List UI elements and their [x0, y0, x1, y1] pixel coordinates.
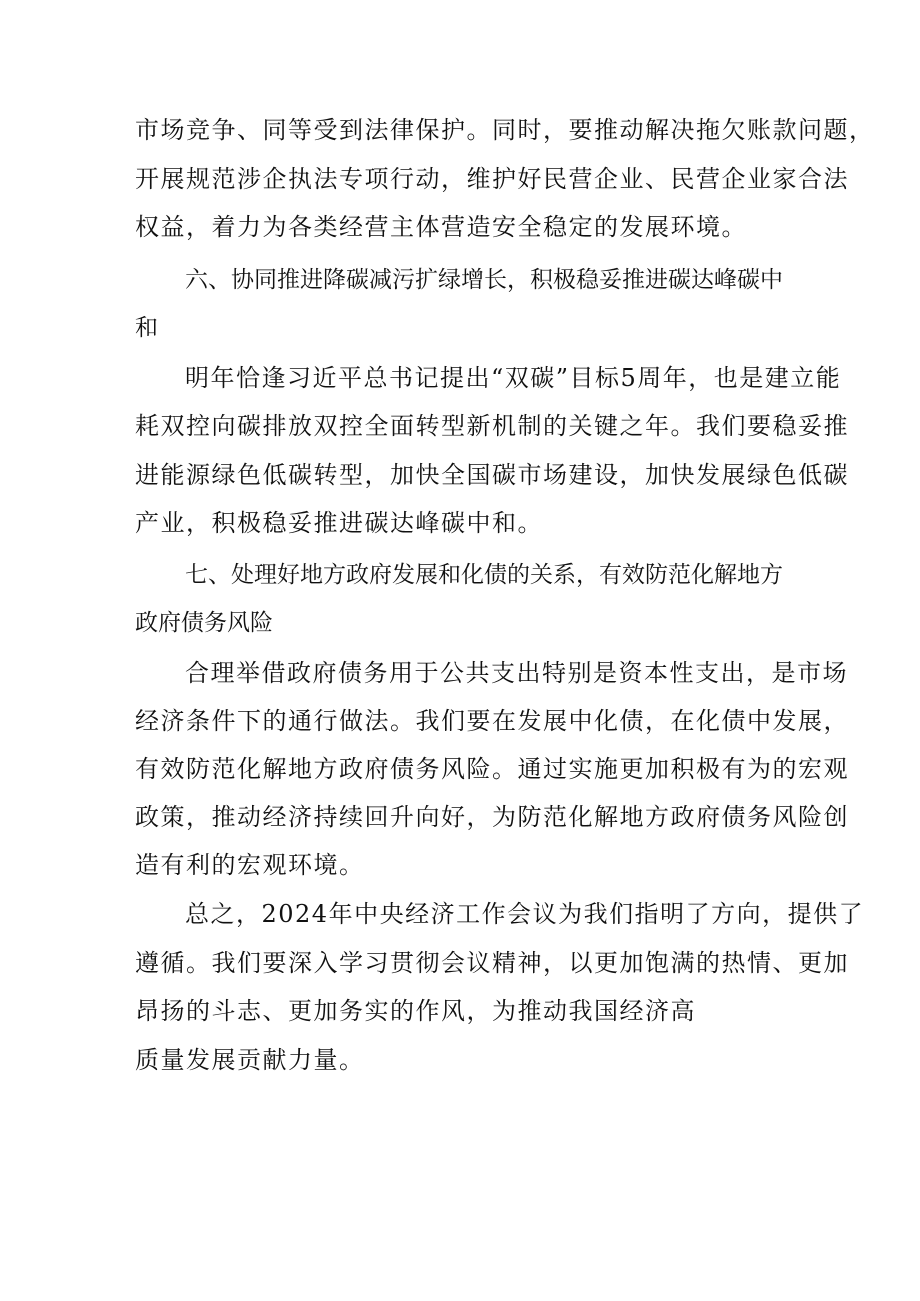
body-line: 开展规范涉企执法专项行动，维护好民营企业、民营企业家合法 [135, 165, 849, 193]
body-line: 遵循。我们要深入学习贯彻会议精神，以更加饱满的热情、更加 [135, 949, 849, 977]
body-line: 权益，着力为各类经营主体营造安全稳定的发展环境。 [135, 213, 747, 241]
body-line: 政策，推动经济持续回升向好，为防范化解地方政府债务风险创 [135, 803, 849, 831]
body-line: 昂扬的斗志、更加务实的作风，为推动我国经济高 [135, 997, 696, 1025]
section-heading-line: 政府债务风险 [135, 610, 273, 636]
body-line: 质量发展贡献力量。 [135, 1046, 365, 1074]
body-line: 总之，2024年中央经济工作会议为我们指明了方向，提供了 [185, 900, 865, 928]
body-line: 明年恰逢习近平总书记提出“双碳”目标5周年，也是建立能 [185, 364, 842, 392]
section-heading-line: 六、协同推进降碳减污扩绿增长，积极稳妥推进碳达峰碳中 [185, 267, 783, 293]
body-line: 有效防范化解地方政府债务风险。通过实施更加积极有为的宏观 [135, 755, 849, 783]
body-line: 产业，积极稳妥推进碳达峰碳中和。 [135, 509, 543, 537]
body-line: 进能源绿色低碳转型，加快全国碳市场建设，加快发展绿色低碳 [135, 461, 849, 489]
body-line: 耗双控向碳排放双控全面转型新机制的关键之年。我们要稳妥推 [135, 412, 849, 440]
section-heading-line: 七、处理好地方政府发展和化债的关系，有效防范化解地方 [185, 562, 783, 588]
section-heading-line: 和 [135, 315, 158, 341]
body-line: 经济条件下的通行做法。我们要在发展中化债，在化债中发展， [135, 707, 849, 735]
body-line: 合理举借政府债务用于公共支出特别是资本性支出，是市场 [185, 659, 848, 687]
body-line: 市场竞争、同等受到法律保护。同时，要推动解决拖欠账款问题， [135, 116, 875, 144]
body-line: 造有利的宏观环境。 [135, 851, 365, 879]
